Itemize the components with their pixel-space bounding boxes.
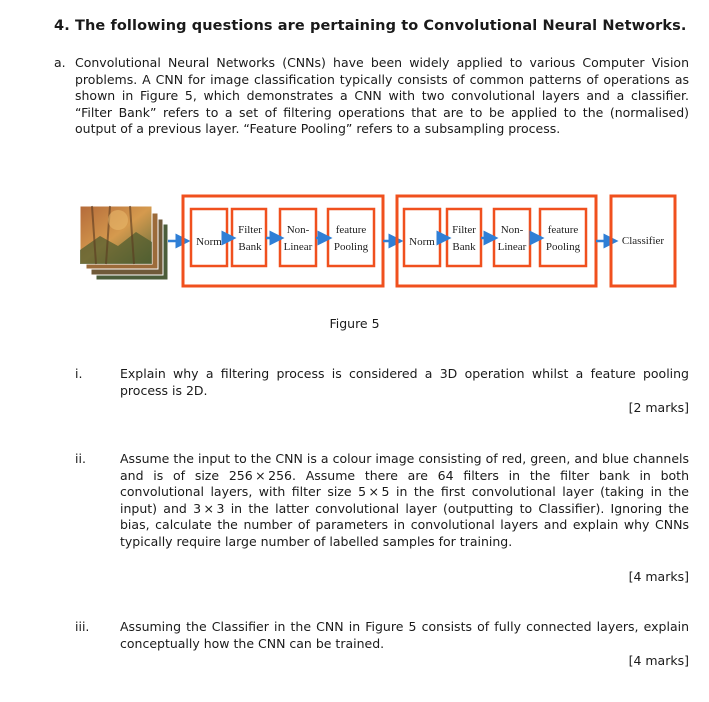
filter-2-label-line1: Filter [452,224,476,236]
subquestion-iii-marks: [4 marks] [628,653,689,668]
question-title: The following questions are pertaining to Convolutional Neural Networks. [74,18,687,34]
norm-2-label: Norm [409,236,435,248]
pool-2-label-line2: Pooling [545,241,581,253]
filter-2-label-line2: Bank [452,241,476,253]
filter-1-label-line2: Bank [238,241,262,253]
subquestion-ii-marks: [4 marks] [628,569,689,584]
subquestion-iii-number: iii. [75,619,90,634]
pool-1-label-line2: Pooling [333,241,369,253]
norm-1-label: Norm [196,236,222,248]
feature-pooling-1-box [328,209,374,266]
nonlin-1-label-line2: Linear [283,241,313,253]
subquestion-iii-text: Assuming the Classifier in the CNN in Figure 5 consists of fully connected layers, explain conceptually how the CNN can be trained. [120,619,689,651]
nonlin-1-label-line1: Non- [286,224,310,236]
feature-pooling-2-box [540,209,586,266]
nonlin-2-label-line2: Linear [497,241,527,253]
classifier-label: Classifier [621,235,665,247]
part-a-text: Convolutional Neural Networks (CNNs) have been widely applied to various Computer Vision problems. A CNN for image classification typically consists of common patterns of operations as shown in Figure 5, which demonstrates a CNN with two convolutional layers and a classifier. “Filter Bank” refers to a set of filtering operations that are to be applied to the (normalised) output of a previous layer. “Feature Pooling” refers to a subsampling process. [75,55,689,137]
figure-caption: Figure 5 [329,316,380,331]
subquestion-ii-number: ii. [75,451,86,466]
pool-2-label-line1: feature [547,224,579,236]
pool-1-label-line1: feature [335,224,367,236]
subquestion-i-marks: [2 marks] [628,400,689,415]
filter-1-label-line1: Filter [238,224,262,236]
question-number: 4. [54,18,70,34]
non-linear-2-box [494,209,530,266]
filter-bank-2-box [447,209,481,266]
nonlin-2-label-line1: Non- [500,224,524,236]
input-image-stack [80,206,168,280]
non-linear-1-box [280,209,316,266]
filter-bank-1-box [232,209,266,266]
part-a-label: a. [54,55,66,70]
subquestion-i-number: i. [75,366,83,381]
subquestion-ii-text: Assume the input to the CNN is a colour image consisting of red, green, and blue channels and is of size 256 × 256. Assume there are 64 filters in the filter bank in both convolutional layers, with filter size 5 × 5 in the first convolutional layer (taking in the input) and 3 × 3 in the latter convolutional layer (outputting to Classifier). Ignoring the bias, calculate the number of parameters in convolutional layers and explain why CNNs typically require large number of labelled samples for training. [120,451,689,549]
subquestion-i-text: Explain why a filtering process is considered a 3D operation whilst a feature pooling process is 2D. [120,366,689,398]
